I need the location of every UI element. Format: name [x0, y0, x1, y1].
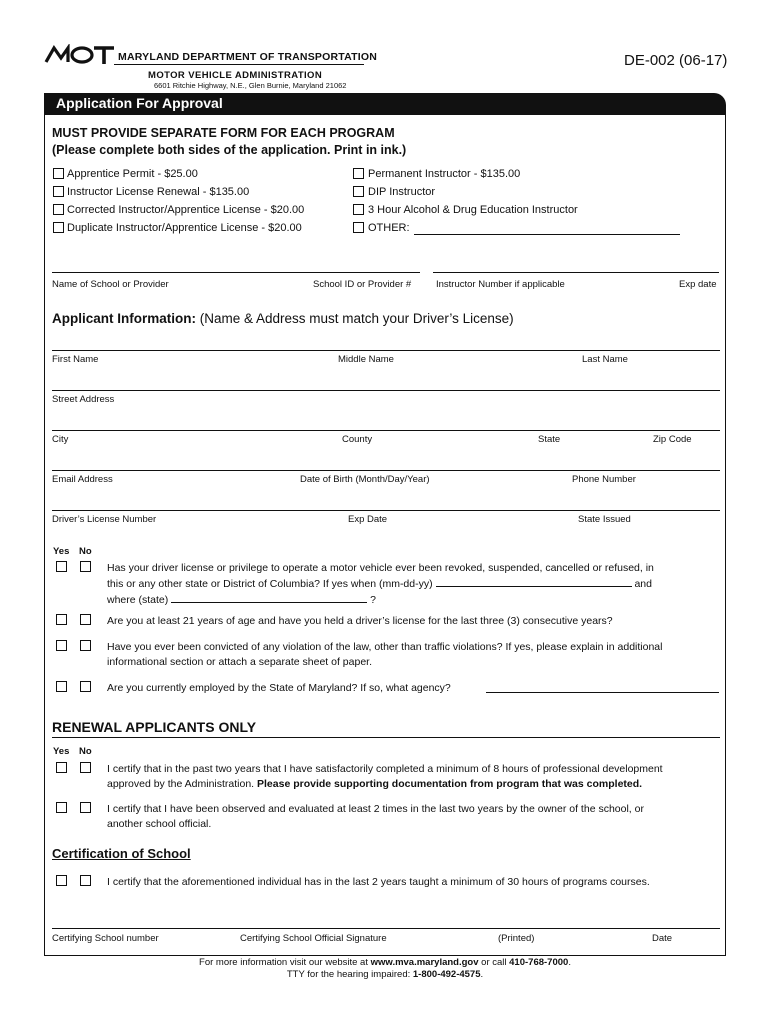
- city-label: City: [52, 434, 69, 445]
- street-address-field[interactable]: [52, 390, 720, 391]
- no-column-label: No: [79, 546, 92, 557]
- duplicate-license-checkbox[interactable]: [53, 222, 64, 233]
- r2-yes-checkbox[interactable]: [56, 802, 67, 813]
- renewal-heading: RENEWAL APPLICANTS ONLY: [52, 719, 257, 735]
- certification-statement: I certify that the aforementioned individual has in the last 2 years taught a minimum of 30 hours of programs courses.: [107, 876, 650, 888]
- agency-divider: [114, 64, 364, 65]
- q3-no-checkbox[interactable]: [80, 640, 91, 651]
- instructions-line1: MUST PROVIDE SEPARATE FORM FOR EACH PROGRAM: [52, 126, 395, 140]
- renewal-professional-development: I certify that in the past two years that I have satisfactorily completed a minimum of 8 hours of professional development approved by the Administration. Please provide supporting documentation from program that was completed.: [107, 763, 663, 790]
- school-id-label: School ID or Provider #: [313, 279, 412, 290]
- q2-yes-checkbox[interactable]: [56, 614, 67, 625]
- city-county-field[interactable]: [52, 430, 720, 431]
- revoked-date-field[interactable]: [436, 576, 632, 587]
- name-field[interactable]: [52, 350, 720, 351]
- school-number-label: Certifying School number: [52, 933, 159, 944]
- form-number: DE-002 (06-17): [624, 52, 728, 69]
- license-exp-label: Exp Date: [348, 514, 388, 525]
- cert-no-checkbox[interactable]: [80, 875, 91, 886]
- apprentice-permit-label: Apprentice Permit - $25.00: [67, 168, 198, 180]
- r1-no-checkbox[interactable]: [80, 762, 91, 773]
- agency-address: 6601 Ritchie Highway, N.E., Glen Burnie, Maryland 21062: [154, 81, 347, 90]
- q4-no-checkbox[interactable]: [80, 681, 91, 692]
- website-link[interactable]: www.mva.maryland.gov: [370, 957, 479, 968]
- zip-code-label: Zip Code: [653, 434, 692, 445]
- school-name-field[interactable]: [52, 272, 420, 273]
- revoked-state-field[interactable]: [171, 592, 367, 603]
- agency-field[interactable]: [486, 692, 719, 693]
- certification-signature-field[interactable]: [52, 928, 720, 929]
- footer-website-line: For more information visit our website at www.mva.maryland.gov or call 410-768-7000.: [199, 957, 571, 968]
- other-program-field[interactable]: [414, 234, 680, 235]
- exp-date-label: Exp date: [679, 279, 717, 290]
- phone-label: Phone Number: [572, 474, 636, 485]
- question-revoked: Has your driver license or privilege to operate a motor vehicle ever been revoked, suspended, cancelled or refused, in this or any other state or District of Columbia? If yes when (mm-dd-yy) and where (state) ?: [107, 562, 654, 606]
- school-name-label: Name of School or Provider: [52, 279, 169, 290]
- last-name-label: Last Name: [582, 354, 628, 365]
- state-issued-label: State Issued: [578, 514, 631, 525]
- applicant-heading: Applicant Information: (Name & Address must match your Driver’s License): [52, 311, 514, 326]
- renewal-observed-evaluated: I certify that I have been observed and evaluated at least 2 times in the last two years by the owner of the school, or another school official.: [107, 803, 644, 830]
- phone-number: 410-768-7000: [509, 957, 569, 968]
- permanent-instructor-label: Permanent Instructor - $135.00: [368, 168, 521, 180]
- other-program-label: OTHER:: [368, 222, 410, 234]
- renewal-divider: [52, 737, 720, 738]
- division-name: MOTOR VEHICLE ADMINISTRATION: [148, 70, 323, 81]
- q3-yes-checkbox[interactable]: [56, 640, 67, 651]
- instructor-number-field[interactable]: [433, 272, 719, 273]
- yes-column-label: Yes: [53, 546, 70, 557]
- printed-label: (Printed): [498, 933, 535, 944]
- instructor-number-label: Instructor Number if applicable: [436, 279, 565, 290]
- state-label: State: [538, 434, 561, 445]
- dip-instructor-checkbox[interactable]: [353, 186, 364, 197]
- street-address-label: Street Address: [52, 394, 115, 405]
- title-bar: [44, 93, 726, 115]
- license-number-label: Driver’s License Number: [52, 514, 157, 525]
- dip-instructor-label: DIP Instructor: [368, 186, 436, 198]
- tty-number: 1-800-492-4575: [412, 969, 481, 980]
- email-label: Email Address: [52, 474, 113, 485]
- alcohol-drug-instructor-checkbox[interactable]: [353, 204, 364, 215]
- duplicate-license-label: Duplicate Instructor/Apprentice License - $20.00: [67, 222, 302, 234]
- r1-yes-checkbox[interactable]: [56, 762, 67, 773]
- first-name-label: First Name: [52, 354, 99, 365]
- license-field[interactable]: [52, 510, 720, 511]
- instructions-line2: (Please complete both sides of the application. Print in ink.): [52, 143, 407, 157]
- date-label: Date: [652, 933, 673, 944]
- q2-no-checkbox[interactable]: [80, 614, 91, 625]
- footer-tty-line: TTY for the hearing impaired: 1-800-492-4575.: [286, 969, 484, 980]
- mdot-logo: [44, 44, 116, 68]
- renewal-yes-label: Yes: [53, 746, 70, 757]
- question-convicted: Have you ever been convicted of any violation of the law, other than traffic violations? If yes, please explain in additional informational section or attach a separate sheet of paper.: [107, 641, 663, 668]
- corrected-license-checkbox[interactable]: [53, 204, 64, 215]
- q4-yes-checkbox[interactable]: [56, 681, 67, 692]
- middle-name-label: Middle Name: [338, 354, 394, 365]
- other-program-checkbox[interactable]: [353, 222, 364, 233]
- agency-name: MARYLAND DEPARTMENT OF TRANSPORTATION: [118, 51, 377, 63]
- question-age-license: Are you at least 21 years of age and have you held a driver’s license for the last three (3) consecutive years?: [107, 615, 613, 627]
- instructor-renewal-checkbox[interactable]: [53, 186, 64, 197]
- question-state-employee: Are you currently employed by the State of Maryland? If so, what agency?: [107, 682, 451, 694]
- certification-heading: Certification of School: [52, 846, 191, 861]
- apprentice-permit-checkbox[interactable]: [53, 168, 64, 179]
- form-title: Application For Approval: [56, 95, 223, 111]
- dob-label: Date of Birth (Month/Day/Year): [300, 474, 430, 485]
- corrected-license-label: Corrected Instructor/Apprentice License - $20.00: [67, 204, 305, 216]
- r2-no-checkbox[interactable]: [80, 802, 91, 813]
- alcohol-drug-instructor-label: 3 Hour Alcohol & Drug Education Instructor: [368, 204, 578, 216]
- cert-yes-checkbox[interactable]: [56, 875, 67, 886]
- county-label: County: [342, 434, 373, 445]
- instructor-renewal-label: Instructor License Renewal - $135.00: [67, 186, 250, 198]
- q1-yes-checkbox[interactable]: [56, 561, 67, 572]
- email-dob-phone-field[interactable]: [52, 470, 720, 471]
- renewal-no-label: No: [79, 746, 92, 757]
- q1-no-checkbox[interactable]: [80, 561, 91, 572]
- permanent-instructor-checkbox[interactable]: [353, 168, 364, 179]
- signature-label: Certifying School Official Signature: [240, 933, 387, 944]
